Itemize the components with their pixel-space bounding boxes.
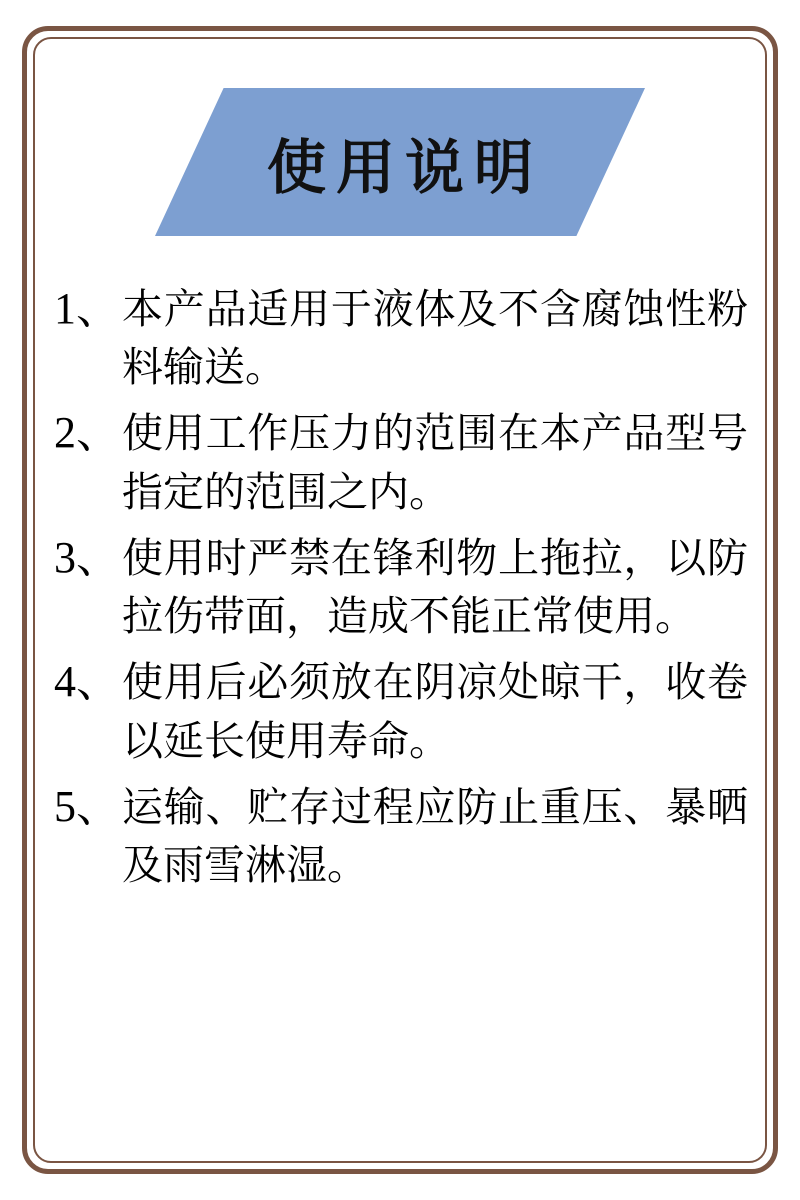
list-item (54, 529, 748, 645)
list-item-text: 本产品适用于液体及不含腐蚀性粉料输送。 (122, 285, 748, 392)
list-item-number: 5、 (54, 781, 120, 831)
list-item (54, 280, 748, 396)
title-banner (155, 88, 645, 236)
list-item (54, 653, 748, 769)
list-item-number: 3、 (54, 532, 120, 582)
list-item-text: 使用工作压力的范围在本产品型号指定的范围之内。 (122, 409, 748, 516)
list-item-text: 使用时严禁在锋利物上拖拉，以防拉伤带面，造成不能正常使用。 (122, 533, 748, 641)
card-content (48, 58, 752, 1142)
page-title: 使用说明 (266, 132, 543, 202)
list-item-number: 4、 (54, 657, 120, 707)
list-item-text: 使用后必须放在阴凉处晾干，收卷以延长使用寿命。 (122, 658, 748, 765)
instruction-list (48, 280, 752, 894)
list-item-number: 2、 (54, 408, 120, 458)
list-item-number: 1、 (54, 284, 120, 333)
list-item (54, 778, 748, 894)
list-item (54, 404, 748, 520)
list-item-text: 运输、贮存过程应防止重压、暴晒及雨雪淋湿。 (122, 782, 748, 889)
